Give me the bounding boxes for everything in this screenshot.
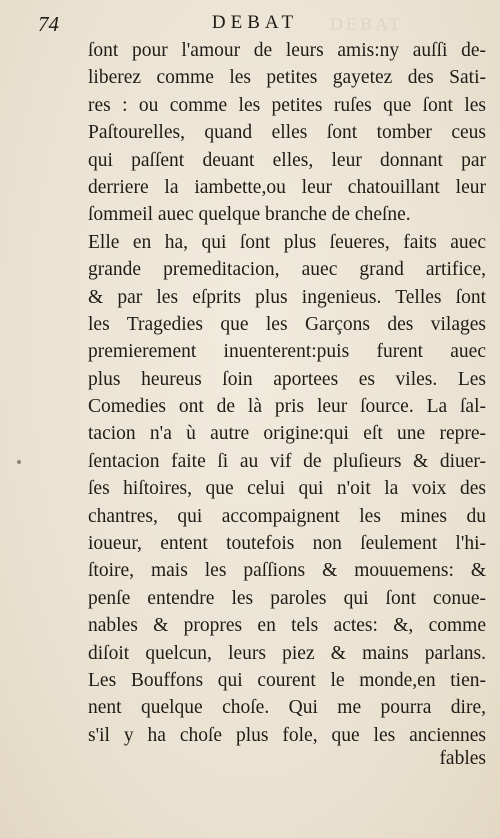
text-line: ſommeil auec quelque branche de cheſne. (88, 204, 411, 226)
text-line: grande premeditacion, auec grand artifice, (88, 259, 486, 281)
text-line: nent quelque choſe. Qui me pourra dire, (88, 697, 486, 719)
page-number: 74 (38, 12, 59, 36)
text-line: ſentacion faite ſi au vif de pluſieurs & diuer- (88, 450, 486, 472)
text-line: s'il y ha choſe plus fole, que les anciennes (88, 724, 486, 746)
body-text (88, 37, 486, 749)
text-line: Les Bouffons qui courent le monde,en tien- (88, 669, 486, 691)
text-line: ſtoire, mais les paſſions & mouuemens: & (88, 560, 486, 582)
text-line: diſoit quelcun, leurs piez & mains parlans. (88, 642, 486, 664)
text-line: Comedies ont de là pris leur ſource. La ſal- (88, 396, 486, 418)
text-line: & par les eſprits plus ingenieus. Telles ſont (88, 286, 486, 308)
text-line: les Tragedies que les Garçons des vilages (88, 313, 486, 335)
text-line: Elle en ha, qui ſont plus ſeueres, faits auec (88, 231, 486, 253)
text-line: qui paſſent deuant elles, leur donnant par (88, 149, 486, 171)
text-line: ſes hiſtoires, que celui qui n'oit la voix des (88, 478, 486, 500)
text-line: res : ou comme les petites ruſes que ſont les (88, 94, 486, 116)
text-line: liberez comme les petites gayetez des Sati- (88, 67, 486, 89)
show-through-text: DEBAT (330, 14, 403, 34)
text-line: premierement inuenterent:puis furent auec (88, 341, 486, 363)
running-head: DEBAT (211, 12, 299, 33)
text-line: chantres, qui accompaignent les mines du (88, 505, 486, 527)
text-line: Paſtourelles, quand elles ſont tomber ceus (88, 122, 486, 144)
text-line: nables & propres en tels actes: &, comme (88, 615, 486, 637)
text-line: ſont pour l'amour de leurs amis:ny auſſi de- (88, 40, 486, 61)
text-line: tacion n'a ù autre origine:qui eſt une repre- (88, 423, 486, 445)
text-line: ioueur, entent toutefois non ſeulement l'hi- (88, 533, 486, 555)
text-line: plus heureus ſoin aportees es viles. Les (88, 368, 486, 390)
catchword: fables (439, 748, 486, 769)
page-header (0, 10, 500, 40)
text-line: derriere la iambette,ou leur chatouillant leur (88, 176, 486, 198)
text-line: penſe entendre les paroles qui ſont conue- (88, 587, 486, 609)
paper-speck (17, 460, 21, 464)
